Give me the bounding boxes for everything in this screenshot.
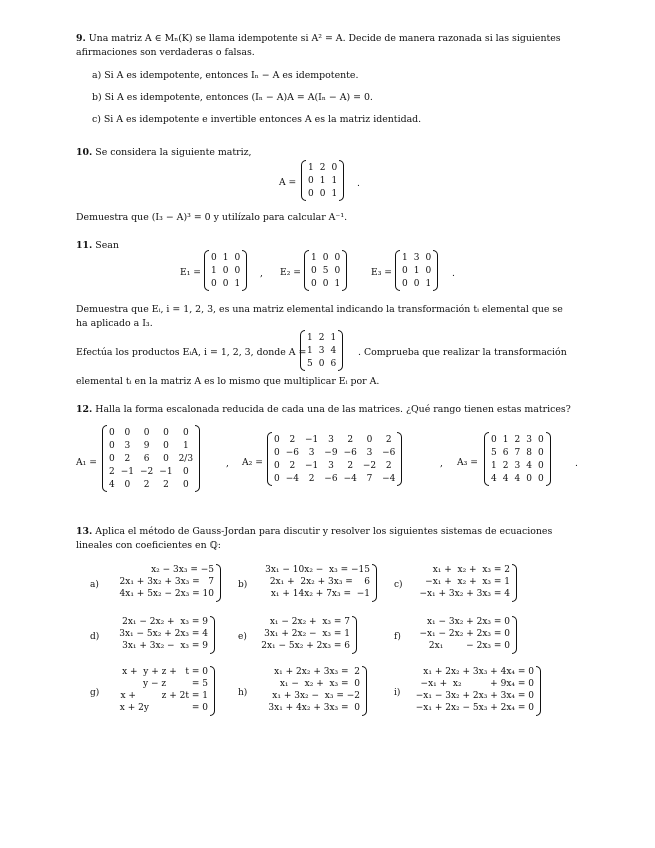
- system-label: b): [238, 580, 248, 590]
- matrix-cell: 0: [182, 479, 189, 490]
- exercise-13-line-1: [76, 526, 552, 538]
- matrix-cell: 0: [109, 453, 115, 464]
- matrix-cell: 1: [331, 175, 338, 186]
- system-right-brace: [512, 564, 517, 602]
- matrix-cell: −6: [382, 447, 396, 458]
- system-right-brace: [362, 666, 367, 716]
- matrix-cell: −4: [285, 473, 300, 484]
- system-equation: −x₁ − 3x₂ + 2x₃ + 3x₄ = 0: [415, 691, 534, 701]
- system-right-brace: [352, 616, 357, 654]
- matrix-right-paren: [242, 250, 247, 291]
- matrix-cell: 3: [526, 434, 532, 445]
- matrix-cell: 1: [502, 434, 509, 445]
- exercise-11-text-1: Demuestra que Eᵢ, i = 1, 2, 3, es una matriz elemental indicando la transformación tᵢ elemental que se: [76, 304, 563, 315]
- matrix-cell: 2: [163, 479, 169, 490]
- matrix-cell: 0: [274, 473, 280, 484]
- matrix-cell: 1: [311, 252, 317, 263]
- matrix-cell: −1: [305, 460, 319, 471]
- matrix-cell: 0: [366, 434, 373, 445]
- matrix-cell: 7: [366, 473, 373, 484]
- exercise-11-text-2: ha aplicado a I₃.: [76, 318, 153, 329]
- system-equation: 3x₁ + 2x₂ − x₃ = 1: [264, 629, 350, 639]
- exercise-9-line-1: [76, 33, 561, 45]
- matrix-cell: 0: [222, 265, 229, 276]
- matrix-cell: 0: [537, 447, 544, 458]
- matrix-cell: 2: [308, 473, 315, 484]
- system-g: [90, 666, 216, 720]
- matrix-cell: 4: [330, 345, 337, 356]
- system-label: c): [394, 580, 403, 590]
- exercise-11-number: 11.: [76, 240, 93, 251]
- matrix-cell: −1: [305, 434, 319, 445]
- matrix-cell: 0: [143, 427, 150, 438]
- system-e: [238, 616, 358, 658]
- system-right-brace: [372, 564, 377, 602]
- system-equation: x₁ + 3x₂ − x₃ = −2: [272, 691, 360, 701]
- system-f: [394, 616, 518, 658]
- system-i: [394, 666, 542, 720]
- system-equation: x₁ + 2x₂ + 3x₃ + 4x₄ = 0: [423, 667, 534, 677]
- matrix-cell: 0: [311, 265, 317, 276]
- exercise-10-intro: Se considera la siguiente matriz,: [95, 147, 252, 158]
- matrix-cell: 0: [274, 460, 280, 471]
- matrix-cell: 0: [331, 162, 338, 173]
- system-equation: −x₁ + x₂ + 9x₄ = 0: [420, 679, 534, 689]
- exercise-10-matrix: [301, 160, 344, 201]
- system-h: [238, 666, 368, 720]
- system-right-brace: [536, 666, 541, 716]
- system-equation: x₁ + 2x₂ + 3x₃ = 2: [274, 667, 360, 677]
- matrix-cell: 2/3: [178, 453, 194, 464]
- matrix-cell: 1: [330, 332, 337, 343]
- matrix-cell: 0: [109, 427, 115, 438]
- exercise-10-line: [76, 147, 252, 159]
- system-equation: y − z = 5: [143, 679, 208, 689]
- exercise-11-text-3b: . Comprueba que realizar la transformación: [358, 347, 567, 358]
- matrix-cell: −9: [324, 447, 338, 458]
- exercise-10-matrix-punct: .: [357, 178, 360, 189]
- matrix-cell: 3: [308, 447, 315, 458]
- matrix-e1-lhs: E₁ =: [180, 267, 202, 278]
- exercise-11-text-4: elemental tᵢ en la matriz A es lo mismo que multiplicar Eᵢ por A.: [76, 376, 380, 387]
- matrix-e3: [395, 250, 438, 291]
- matrix-cell: 1: [334, 278, 341, 289]
- matrix-cell: 9: [143, 440, 150, 451]
- matrix-cell: 4: [514, 473, 521, 484]
- system-equation: x + 2y = 0: [119, 703, 208, 713]
- matrix-a: [300, 330, 343, 371]
- matrix-cell: 0: [308, 188, 314, 199]
- exercise-11-intro: Sean: [95, 240, 119, 251]
- matrix-a1-lhs: A₁ =: [76, 457, 97, 468]
- matrix-cell: 0: [163, 427, 169, 438]
- matrix-e1: [204, 250, 247, 291]
- system-equation: 3x₁ − 5x₂ + 2x₃ = 4: [119, 629, 208, 639]
- system-a: [90, 564, 222, 606]
- system-equation: 3x₁ + 4x₂ + 3x₃ = 0: [268, 703, 360, 713]
- matrix-cell: 0: [222, 278, 229, 289]
- system-equation: x₁ − x₂ + x₃ = 0: [279, 679, 360, 689]
- exercise-10-number: 10.: [76, 147, 93, 158]
- matrix-right-paren: [195, 425, 200, 492]
- exercise-9-intro-2: afirmaciones son verdaderas o falsas.: [76, 47, 255, 58]
- matrix-cell: 0: [425, 265, 432, 276]
- matrix-a2: [267, 432, 402, 486]
- matrix-cell: 3: [124, 440, 131, 451]
- matrix-cell: 0: [182, 466, 189, 477]
- system-equation: 4x₁ + 5x₂ − 2x₃ = 10: [119, 589, 214, 599]
- system-equation: 3x₁ − 10x₂ − x₃ = −15: [265, 565, 370, 575]
- matrix-cell: 2: [289, 434, 296, 445]
- matrix-cell: 6: [502, 447, 509, 458]
- system-right-brace: [210, 666, 215, 716]
- matrix-cell: 8: [526, 447, 532, 458]
- matrix-cell: 0: [274, 447, 280, 458]
- matrix-cell: 2: [289, 460, 296, 471]
- system-d: [90, 616, 216, 658]
- matrix-cell: 0: [537, 473, 544, 484]
- system-equation: 2x₁ − 2x₂ + x₃ = 9: [122, 617, 208, 627]
- matrix-cell: 5: [307, 358, 313, 369]
- system-equation: x₂ − 3x₃ = −5: [151, 565, 214, 575]
- matrix-cell: −6: [343, 447, 357, 458]
- exercise-9-item-c: c) Si A es idempotente e invertible entonces A es la matriz identidad.: [92, 114, 422, 125]
- system-equation: −x₁ + 3x₂ + 3x₃ = 4: [419, 589, 510, 599]
- matrix-cell: 5: [322, 265, 329, 276]
- matrix-cell: 2: [347, 460, 354, 471]
- matrix-cell: 0: [322, 252, 329, 263]
- matrix-right-paren: [342, 250, 347, 291]
- exercise-9-number: 9.: [76, 33, 86, 44]
- matrix-cell: 0: [274, 434, 280, 445]
- matrix-a1: [102, 425, 200, 492]
- matrix-e2-lhs: E₂ =: [280, 267, 302, 278]
- matrix-cell: 0: [413, 278, 420, 289]
- system-equation: 2x₁ − 5x₂ + 2x₃ = 6: [261, 641, 350, 651]
- system-equation: 2x₁ + 2x₂ + 3x₃ = 6: [269, 577, 370, 587]
- exercise-13-intro-1: Aplica el método de Gauss-Jordan para discutir y resolver los siguientes sistemas de ecuaciones: [95, 526, 553, 537]
- system-equation: x₁ + x₂ + x₃ = 2: [432, 565, 510, 575]
- exercise-11-line: [76, 240, 119, 252]
- matrix-cell: 1: [491, 460, 497, 471]
- matrix-cell: 7: [514, 447, 521, 458]
- matrix-right-paren: [338, 330, 343, 371]
- system-equation: x + y + z + t = 0: [122, 667, 208, 677]
- exercise-11-text-3a: Efectúa los productos EᵢA, i = 1, 2, 3, donde A =: [76, 347, 307, 358]
- matrix-cell: 0: [537, 460, 544, 471]
- exercise-13-intro-2: lineales con coeficientes en ℚ:: [76, 540, 221, 551]
- matrix-right-paren: [433, 250, 438, 291]
- system-c: [394, 564, 518, 606]
- matrix-cell: −6: [285, 447, 300, 458]
- matrix-cell: 2: [109, 466, 115, 477]
- matrix-cell: 1: [319, 175, 326, 186]
- system-label: i): [394, 688, 401, 698]
- matrix-cell: 2: [385, 434, 392, 445]
- matrix-cell: 1: [182, 440, 189, 451]
- system-label: a): [90, 580, 99, 590]
- matrix-cell: 1: [331, 188, 338, 199]
- exercise-9-item-b: b) Si A es idempotente, entonces (Iₙ − A)A = A(Iₙ − A) = 0.: [92, 92, 373, 103]
- matrix-a2-punct: ,: [440, 458, 443, 469]
- system-label: h): [238, 688, 248, 698]
- system-equation: 2x₁ + 3x₂ + 3x₃ = 7: [119, 577, 214, 587]
- matrix-cell: 3: [413, 252, 420, 263]
- matrix-cell: 3: [328, 434, 334, 445]
- matrix-e2: [304, 250, 347, 291]
- matrix-cell: 6: [330, 358, 337, 369]
- matrix-e3-lhs: E₃ =: [371, 267, 393, 278]
- matrix-cell: 2: [502, 460, 509, 471]
- matrix-cell: 5: [491, 447, 497, 458]
- matrix-cell: 0: [334, 265, 341, 276]
- system-equation: 3x₁ + 3x₂ − x₃ = 9: [122, 641, 208, 651]
- matrix-right-paren: [546, 432, 551, 486]
- matrix-cell: −2: [140, 466, 154, 477]
- exercise-9-intro-1: Una matriz A ∈ Mₙ(K) se llama idempotente si A² = A. Decide de manera razonada si las siguientes: [88, 33, 561, 44]
- matrix-cell: 0: [318, 358, 325, 369]
- matrix-cell: 1: [211, 265, 217, 276]
- matrix-right-paren: [397, 432, 402, 486]
- matrix-cell: 4: [491, 473, 497, 484]
- exercise-12-line: [76, 404, 571, 416]
- exercise-10-matrix-lhs: A =: [279, 177, 297, 188]
- matrix-cell: 0: [163, 453, 169, 464]
- system-equation: x + z + 2t = 1: [120, 691, 208, 701]
- matrix-cell: 1: [234, 278, 241, 289]
- matrix-cell: 0: [109, 440, 115, 451]
- matrix-cell: −1: [159, 466, 173, 477]
- system-right-brace: [216, 564, 221, 602]
- matrix-right-paren: [339, 160, 344, 201]
- matrix-cell: 1: [307, 345, 313, 356]
- system-label: e): [238, 632, 247, 642]
- system-equation: −x₁ − 2x₂ + 2x₃ = 0: [419, 629, 510, 639]
- matrix-cell: 0: [491, 434, 497, 445]
- matrix-a3-lhs: A₃ =: [457, 457, 478, 468]
- system-right-brace: [210, 616, 215, 654]
- matrix-cell: 0: [526, 473, 532, 484]
- system-equation: x₁ − 3x₂ + 2x₃ = 0: [426, 617, 510, 627]
- exercise-9-item-a: a) Si A es idempotente, entonces Iₙ − A es idempotente.: [92, 70, 359, 81]
- matrix-cell: 1: [425, 278, 432, 289]
- matrix-cell: 3: [366, 447, 373, 458]
- matrix-cell: 0: [211, 252, 217, 263]
- matrix-cell: 0: [322, 278, 329, 289]
- system-right-brace: [512, 616, 517, 654]
- matrix-cell: 0: [311, 278, 317, 289]
- matrix-cell: −4: [343, 473, 357, 484]
- matrix-cell: 0: [234, 265, 241, 276]
- matrix-cell: 4: [502, 473, 509, 484]
- matrix-cell: 3: [328, 460, 334, 471]
- exercise-13-number: 13.: [76, 526, 93, 537]
- matrix-e3-punct: .: [452, 268, 455, 279]
- matrix-cell: 0: [537, 434, 544, 445]
- matrix-cell: 2: [318, 332, 325, 343]
- matrix-a3-punct: .: [575, 458, 578, 469]
- matrix-cell: 0: [334, 252, 341, 263]
- system-equation: x₁ + 14x₂ + 7x₃ = −1: [270, 589, 370, 599]
- matrix-cell: 2: [385, 460, 392, 471]
- matrix-cell: 2: [319, 162, 326, 173]
- system-equation: −x₁ + x₂ + x₃ = 1: [425, 577, 510, 587]
- matrix-cell: 2: [124, 453, 131, 464]
- matrix-cell: 1: [413, 265, 420, 276]
- matrix-cell: −2: [362, 460, 377, 471]
- matrix-cell: 0: [234, 252, 241, 263]
- matrix-cell: 0: [124, 427, 131, 438]
- matrix-cell: 1: [307, 332, 313, 343]
- matrix-cell: 0: [124, 479, 131, 490]
- matrix-a2-lhs: A₂ =: [242, 457, 263, 468]
- exercise-10-text: Demuestra que (I₃ − A)³ = 0 y utilízalo para calcular A⁻¹.: [76, 212, 348, 223]
- matrix-cell: 2: [347, 434, 354, 445]
- matrix-cell: 0: [211, 278, 217, 289]
- matrix-cell: −4: [382, 473, 396, 484]
- system-equation: −x₁ + 2x₂ − 5x₃ + 2x₄ = 0: [415, 703, 534, 713]
- matrix-e1-punct: ,: [260, 268, 263, 279]
- matrix-cell: 0: [425, 252, 432, 263]
- matrix-cell: 1: [402, 252, 408, 263]
- system-label: f): [394, 632, 401, 642]
- matrix-cell: 0: [182, 427, 189, 438]
- matrix-cell: 1: [222, 252, 229, 263]
- matrix-cell: 1: [308, 162, 314, 173]
- matrix-cell: 2: [514, 434, 521, 445]
- matrix-cell: 0: [319, 188, 326, 199]
- matrix-cell: 0: [163, 440, 169, 451]
- matrix-cell: 0: [308, 175, 314, 186]
- matrix-cell: 6: [143, 453, 150, 464]
- matrix-cell: 0: [402, 265, 408, 276]
- system-equation: 2x₁ − 2x₃ = 0: [428, 641, 510, 651]
- system-label: g): [90, 688, 100, 698]
- matrix-cell: 3: [514, 460, 521, 471]
- system-equation: x₁ − 2x₂ + x₃ = 7: [269, 617, 350, 627]
- system-label: d): [90, 632, 100, 642]
- matrix-a3: [484, 432, 551, 486]
- matrix-cell: 3: [318, 345, 325, 356]
- exercise-12-number: 12.: [76, 404, 93, 415]
- exercise-12-intro: Halla la forma escalonada reducida de cada una de las matrices. ¿Qué rango tienen estas matrices?: [95, 404, 571, 415]
- matrix-cell: 2: [143, 479, 150, 490]
- matrix-cell: −1: [120, 466, 135, 477]
- matrix-a1-punct: ,: [226, 458, 229, 469]
- matrix-cell: 0: [402, 278, 408, 289]
- system-b: [238, 564, 378, 606]
- matrix-cell: 4: [526, 460, 532, 471]
- matrix-cell: 4: [109, 479, 115, 490]
- matrix-cell: −6: [324, 473, 338, 484]
